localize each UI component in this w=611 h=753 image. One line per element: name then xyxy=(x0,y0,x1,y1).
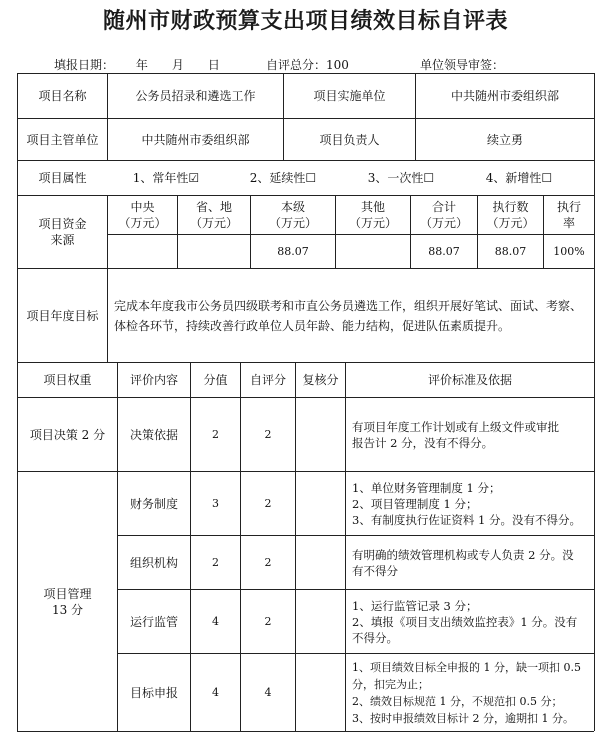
annual-goal-label: 项目年度目标 xyxy=(26,308,99,323)
funds-header-total-l2: （万元） xyxy=(419,216,468,230)
funds-header-local xyxy=(251,196,335,234)
standard-organization xyxy=(346,536,594,589)
leader-review-label: 单位领导审签： xyxy=(420,58,505,72)
standard-decision-basis xyxy=(346,398,594,471)
content-finance-system: 财务制度 xyxy=(129,496,178,511)
funds-header-province-l1: 省、地 xyxy=(195,200,232,214)
funds-header-other-l2: （万元） xyxy=(348,216,397,230)
standard-line: 1、单位财务管理制度 1 分； xyxy=(352,480,501,495)
content-organization: 组织机构 xyxy=(129,555,178,570)
col-header-standard: 评价标准及依据 xyxy=(427,373,512,387)
standard-target-declaration xyxy=(346,654,594,731)
self-score-decision-basis: 2 xyxy=(264,427,272,441)
funds-value-province xyxy=(178,235,250,268)
page-title: 随州市财政预算支出项目绩效目标自评表 xyxy=(102,9,508,34)
score-organization: 2 xyxy=(212,555,219,569)
standard-finance-system xyxy=(346,472,594,535)
impl-unit-label: 项目实施单位 xyxy=(313,89,386,103)
funds-value-executed: 88.07 xyxy=(494,244,527,258)
total-score xyxy=(266,56,349,73)
standard-line: 报告计 2 分，没有不得分。 xyxy=(352,435,494,450)
fill-date-label: 填报日期： xyxy=(54,58,115,72)
fill-date xyxy=(54,56,220,73)
score-finance-system: 3 xyxy=(212,496,219,510)
standard-line: 2、项目管理制度 1 分； xyxy=(352,496,478,511)
score-decision-basis: 2 xyxy=(212,427,219,441)
standard-line: 1、项目绩效目标全申报的 1 分，缺一项扣 0.5 xyxy=(352,660,581,674)
funds-header-province xyxy=(178,196,250,234)
project-owner-value: 续立勇 xyxy=(486,132,523,147)
annual-goal-text: 完成本年度我市公务员四级联考和市直公务员遴选工作，组织开展好笔试、面试、考察、体检各环节，持续改善行政单位人员年龄、能力结构，促进队伍素质提升。 xyxy=(114,298,583,333)
score-target-declaration: 4 xyxy=(212,685,219,699)
funds-header-local-l2: （万元） xyxy=(268,216,317,230)
funds-header-total-l1: 合计 xyxy=(431,200,456,214)
standard-line: 2、填报《项目支出绩效监控表》1 分。没有 xyxy=(352,614,578,629)
col-header-weight: 项目权重 xyxy=(43,373,92,387)
funds-header-rate xyxy=(544,196,594,234)
funds-value-local: 88.07 xyxy=(277,244,309,258)
standard-line: 分，扣完为止； xyxy=(352,677,429,691)
recheck-decision-basis xyxy=(296,398,345,471)
funds-label-line2: 来源 xyxy=(50,233,75,247)
recheck-supervision xyxy=(296,590,345,653)
col-header-content: 评价内容 xyxy=(129,373,178,387)
content-decision-basis: 决策依据 xyxy=(129,427,178,442)
recheck-organization xyxy=(296,536,345,589)
funds-header-rate-l2: 率 xyxy=(562,216,575,230)
project-name-value: 公务员招录和遴选工作 xyxy=(135,89,256,103)
recheck-target-declaration xyxy=(296,654,345,731)
funds-header-executed-l2: （万元） xyxy=(486,216,535,230)
total-score-value: 100 xyxy=(326,58,349,72)
standard-line: 有项目年度工作计划或有上级文件或审批 xyxy=(352,419,559,434)
funds-header-province-l2: （万元） xyxy=(189,216,238,230)
project-attr-label: 项目属性 xyxy=(38,171,87,185)
total-score-label: 自评总分： xyxy=(266,58,327,72)
col-header-self-score: 自评分 xyxy=(249,373,286,387)
standard-line: 3、按时申报绩效目标计 2 分，逾期扣 1 分。 xyxy=(352,711,574,725)
standard-line: 2、绩效目标规范 1 分，不规范扣 0.5 分； xyxy=(352,694,563,708)
funds-header-central-l2: （万元） xyxy=(118,216,167,230)
self-score-finance-system: 2 xyxy=(264,496,272,510)
funds-header-other xyxy=(336,196,410,234)
funds-header-total xyxy=(411,196,477,234)
fill-date-value: 年 月 日 xyxy=(135,58,220,72)
funds-value-rate: 100% xyxy=(553,244,585,258)
weight-management xyxy=(18,472,117,731)
funds-header-central-l1: 中央 xyxy=(130,200,155,214)
standard-line: 有明确的绩效管理机构或专人负责 2 分。没 xyxy=(352,547,574,562)
recheck-finance-system xyxy=(296,472,345,535)
impl-unit-value: 中共随州市委组织部 xyxy=(450,89,559,103)
funds-header-other-l1: 其他 xyxy=(360,200,385,214)
funds-header-executed-l1: 执行数 xyxy=(492,200,529,214)
weight-management-line1: 项目管理 xyxy=(43,586,92,601)
funds-header-executed xyxy=(478,196,543,234)
score-supervision: 4 xyxy=(212,614,219,628)
standard-supervision xyxy=(346,590,594,653)
col-header-score: 分值 xyxy=(203,373,228,387)
standard-line: 不得分。 xyxy=(352,630,398,645)
attr-option-new[interactable]: 4、新增性☐ xyxy=(485,171,553,185)
funds-source-label xyxy=(18,196,107,268)
project-name-label: 项目名称 xyxy=(38,89,87,103)
attr-option-annual[interactable]: 1、常年性☑ xyxy=(132,171,200,185)
weight-decision: 项目决策 2 分 xyxy=(29,427,106,442)
content-target-declaration: 目标申报 xyxy=(129,685,178,700)
funds-header-central xyxy=(108,196,177,234)
leader-review xyxy=(420,56,504,73)
self-score-supervision: 2 xyxy=(264,614,272,628)
funds-header-rate-l1: 执行 xyxy=(556,200,581,214)
funds-value-total: 88.07 xyxy=(428,244,460,258)
standard-line: 有不得分 xyxy=(352,563,398,578)
project-owner-label: 项目负责人 xyxy=(319,132,380,147)
weight-management-line2: 13 分 xyxy=(51,602,84,617)
supervising-unit-value: 中共随州市委组织部 xyxy=(141,132,250,147)
funds-label-line1: 项目资金 xyxy=(38,217,87,231)
standard-line: 1、运行监管记录 3 分； xyxy=(352,598,478,613)
funds-header-local-l1: 本级 xyxy=(280,200,305,214)
self-score-target-declaration: 4 xyxy=(264,685,272,699)
content-supervision: 运行监管 xyxy=(129,614,178,629)
standard-line: 3、有制度执行佐证资料 1 分。没有不得分。 xyxy=(352,512,581,527)
self-score-organization: 2 xyxy=(264,555,272,569)
attr-option-continuing[interactable]: 2、延续性☐ xyxy=(249,171,317,185)
funds-value-other xyxy=(336,235,410,268)
attr-option-onetime[interactable]: 3、一次性☐ xyxy=(367,171,435,185)
funds-value-central xyxy=(108,235,177,268)
col-header-recheck: 复核分 xyxy=(302,373,339,387)
supervising-unit-label: 项目主管单位 xyxy=(26,132,99,147)
